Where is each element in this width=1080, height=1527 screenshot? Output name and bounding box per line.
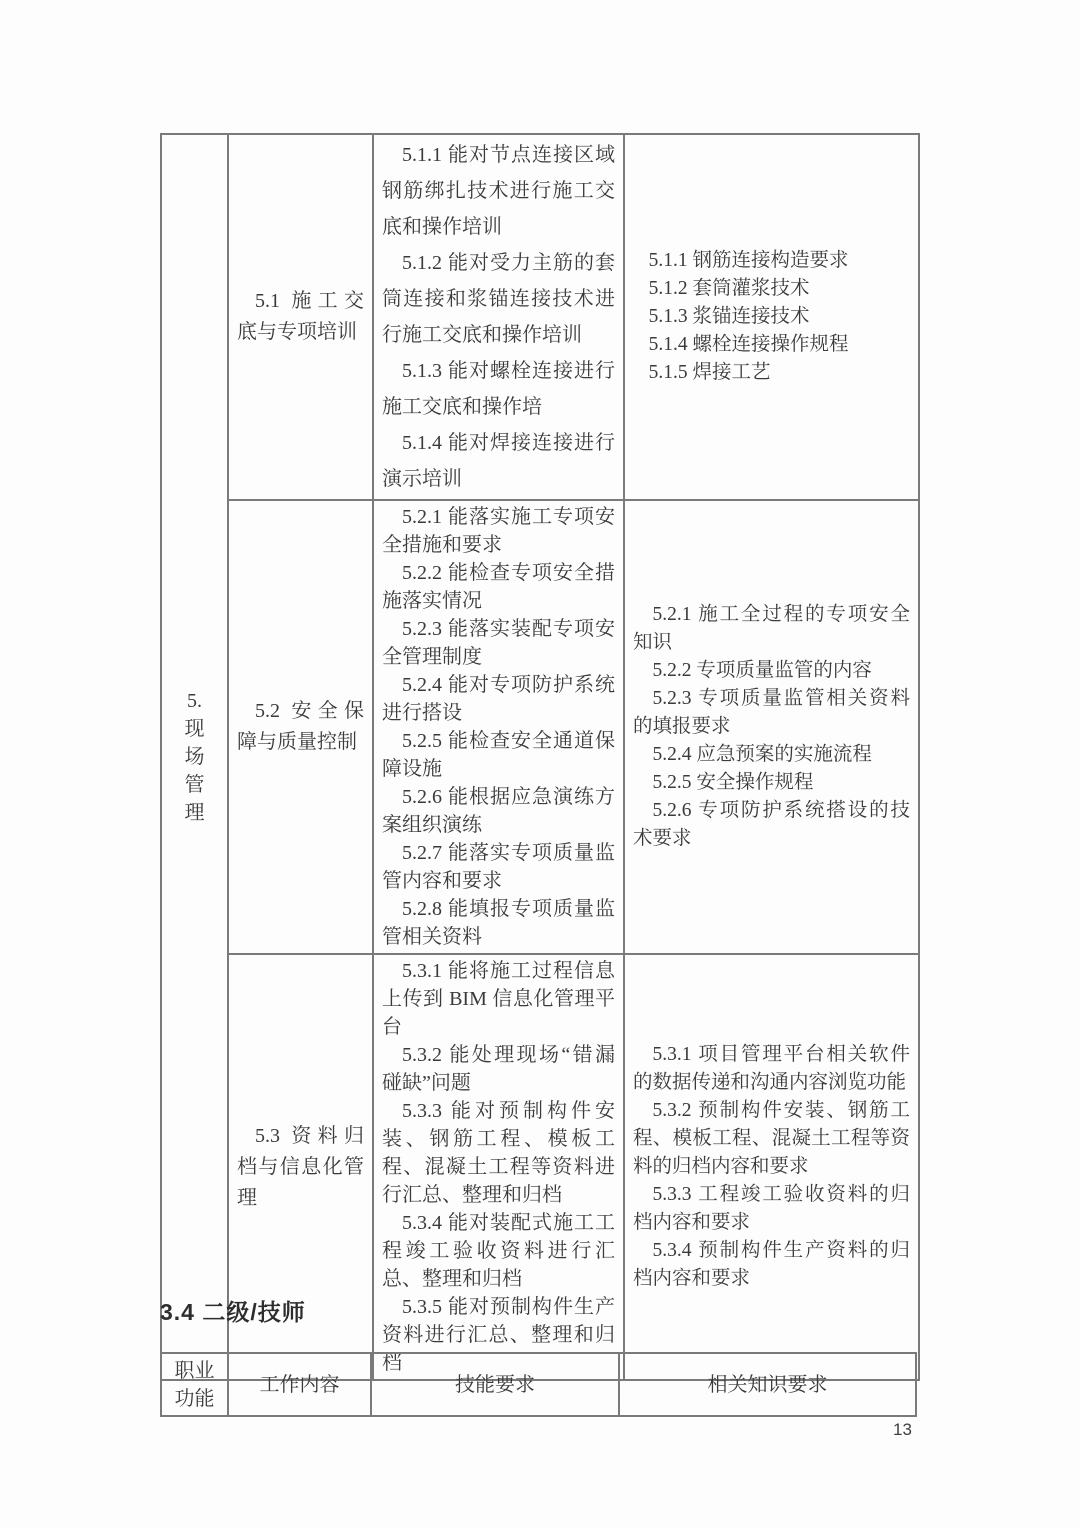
skills-cell [373,134,624,500]
skill-item: 5.1.3 能对螺栓连接进行施工交底和操作培 [382,360,615,418]
knowledge-item: 5.1.2 套筒灌浆技术 [648,278,810,299]
knowledge-item: 5.3.2 预制构件安装、钢筋工程、模板工程、混凝土工程等资料的归档内容和要求 [633,1100,910,1177]
occupational-standard-table [160,133,920,1381]
skills-cell [373,500,624,954]
knowledge-item: 5.1.5 焊接工艺 [648,362,771,383]
knowledge-item: 5.2.4 应急预案的实施流程 [652,744,872,765]
occupation-function-label [170,687,219,827]
skill-item: 5.3.1 能将施工过程信息上传到 BIM 信息化管理平台 [382,960,615,1038]
knowledge-item: 5.1.4 螺栓连接操作规程 [648,334,849,355]
knowledge-item: 5.3.1 项目管理平台相关软件的数据传递和沟通内容浏览功能 [633,1044,910,1093]
header-knowledge-requirements: 相关知识要求 [619,1353,916,1416]
occupation-function-cell [161,134,228,1380]
knowledge-cell [624,500,919,954]
knowledge-item: 5.2.1 施工全过程的专项安全知识 [633,604,910,653]
skill-item: 5.2.4 能对专项防护系统进行搭设 [382,674,615,724]
page-number: 13 [893,1420,912,1439]
skill-item: 5.3.2 能处理现场“错漏碰缺”问题 [382,1044,615,1094]
header-work-content: 工作内容 [228,1353,371,1416]
skill-item: 5.1.1 能对节点连接区域钢筋绑扎技术进行施工交底和操作培训 [382,144,615,238]
skills-cell [373,954,624,1380]
section-heading: 3.4 二级/技师 [160,1299,306,1325]
skill-item: 5.2.6 能根据应急演练方案组织演练 [382,786,615,836]
skill-item: 5.3.3 能对预制构件安装、钢筋工程、模板工程、混凝土工程等资料进行汇总、整理和归档 [382,1100,615,1206]
skill-item: 5.1.4 能对焊接连接进行演示培训 [382,432,615,490]
header-occupation-function: 职业功能 [161,1353,228,1416]
function-char: 现 [184,718,205,740]
function-char: 管 [184,774,205,796]
skill-item: 5.2.1 能落实施工专项安全措施和要求 [382,506,615,556]
skill-item: 5.2.3 能落实装配专项安全管理制度 [382,618,615,668]
skill-item: 5.1.2 能对受力主筋的套筒连接和浆锚连接技术进行施工交底和操作培训 [382,252,615,346]
work-content-label: 5.2 安全保障与质量控制 [237,700,364,753]
skill-item: 5.2.7 能落实专项质量监管内容和要求 [382,842,615,892]
work-content-cell [228,134,373,500]
knowledge-item: 5.1.1 钢筋连接构造要求 [648,250,849,271]
next-level-table-header [160,1352,917,1417]
knowledge-cell [624,954,919,1380]
function-char: 场 [184,746,205,768]
skill-item: 5.3.5 能对预制构件生产资料进行汇总、整理和归档 [382,1296,615,1374]
knowledge-item: 5.3.4 预制构件生产资料的归档内容和要求 [633,1240,910,1289]
work-content-cell [228,500,373,954]
skill-item: 5.2.2 能检查专项安全措施落实情况 [382,562,615,612]
skill-item: 5.3.4 能对装配式施工工程竣工验收资料进行汇总、整理和归档 [382,1212,615,1290]
knowledge-item: 5.2.2 专项质量监管的内容 [652,660,872,681]
knowledge-item: 5.2.5 安全操作规程 [652,772,814,793]
knowledge-item: 5.2.6 专项防护系统搭设的技术要求 [633,800,910,849]
function-char: 理 [184,802,205,824]
work-content-label: 5.3 资料归档与信息化管理 [237,1124,364,1209]
function-number: 5. [187,690,202,712]
knowledge-item: 5.2.3 专项质量监管相关资料的填报要求 [633,688,910,737]
knowledge-item: 5.3.3 工程竣工验收资料的归档内容和要求 [633,1184,910,1233]
work-content-label: 5.1 施工交底与专项培训 [237,290,364,343]
header-skill-requirements: 技能要求 [371,1353,619,1416]
knowledge-item: 5.1.3 浆锚连接技术 [648,306,810,327]
knowledge-cell [624,134,919,500]
skill-item: 5.2.5 能检查安全通道保障设施 [382,730,615,780]
skill-item: 5.2.8 能填报专项质量监管相关资料 [382,898,615,948]
